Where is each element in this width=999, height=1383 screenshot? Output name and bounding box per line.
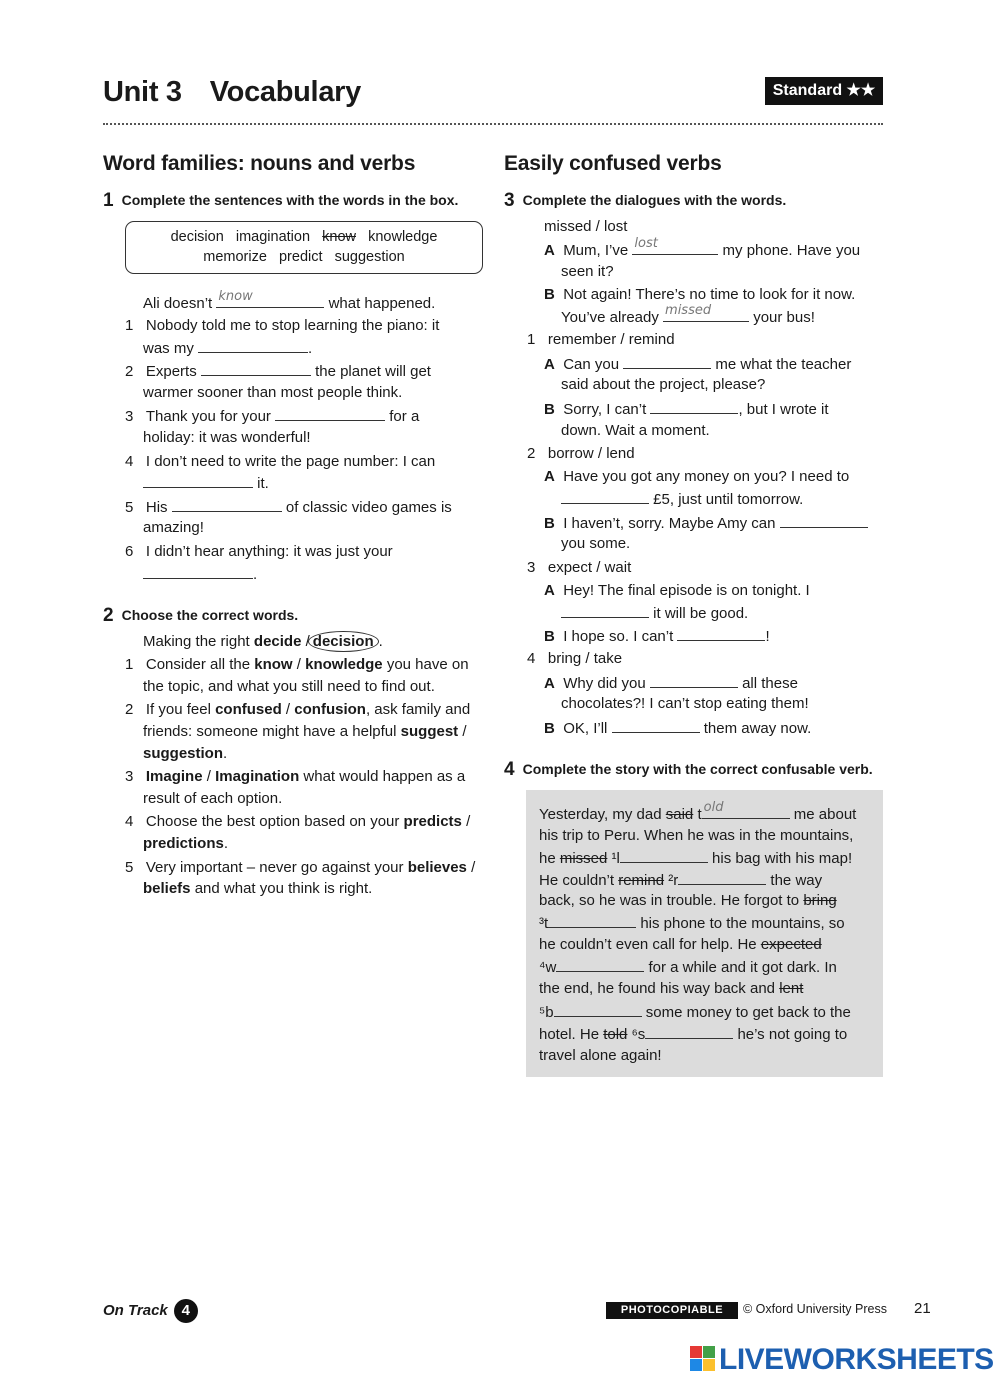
answer-blank[interactable] bbox=[650, 398, 738, 414]
answer-blank[interactable] bbox=[645, 1023, 733, 1039]
option[interactable]: Imagination bbox=[215, 768, 300, 785]
level-badge: Standard ★★ bbox=[765, 77, 883, 105]
answer-blank[interactable] bbox=[554, 1001, 642, 1017]
answer-blank[interactable] bbox=[198, 337, 308, 353]
exercise-4-instruction: 4 Complete the story with the correct confusable verb. bbox=[504, 759, 873, 780]
ex2-example: Making the right decide / decision . bbox=[143, 633, 383, 650]
ex1-item-5: 5 His of classic video games is bbox=[125, 496, 452, 519]
answer-blank[interactable] bbox=[561, 488, 649, 504]
ex2-item-3: 3 Imagine / Imagination what would happen as a bbox=[125, 768, 466, 785]
answer-blank[interactable] bbox=[677, 625, 765, 641]
option[interactable]: confused bbox=[215, 701, 282, 718]
page-title: Unit 3 Vocabulary bbox=[103, 76, 361, 108]
copyright: © Oxford University Press bbox=[743, 1302, 887, 1316]
ex3-pair-1: 1 remember / remind bbox=[527, 331, 675, 348]
option[interactable]: predicts bbox=[403, 813, 462, 830]
option[interactable]: predictions bbox=[143, 835, 224, 852]
option[interactable]: Imagine bbox=[145, 768, 203, 785]
option[interactable]: believes bbox=[407, 859, 467, 876]
answer-blank[interactable] bbox=[678, 869, 766, 885]
option[interactable]: suggest bbox=[400, 723, 459, 740]
option[interactable]: knowledge bbox=[305, 656, 383, 673]
answer-blank[interactable] bbox=[143, 563, 253, 579]
answer-blank: old bbox=[702, 803, 790, 819]
answer-blank[interactable] bbox=[650, 672, 738, 688]
exercise-3-instruction: 3 Complete the dialogues with the words. bbox=[504, 190, 787, 211]
ex2-item-1: 1 Consider all the know / knowledge you have on bbox=[125, 656, 469, 673]
word-box: decision imagination know knowledge memorize predict suggestion bbox=[125, 221, 483, 274]
section-heading-word-families: Word families: nouns and verbs bbox=[103, 152, 416, 175]
answer-blank[interactable] bbox=[556, 956, 644, 972]
answer-blank[interactable] bbox=[275, 405, 385, 421]
ex2-item-4: 4 Choose the best option based on your predicts / bbox=[125, 813, 471, 830]
option[interactable]: suggestion bbox=[143, 745, 224, 762]
liveworksheets-logo-icon bbox=[690, 1346, 716, 1372]
answer-blank[interactable] bbox=[620, 847, 708, 863]
ex1-item-4: 4 I don’t need to write the page number: I can bbox=[125, 453, 436, 470]
option[interactable]: know bbox=[254, 656, 293, 673]
answer-blank[interactable] bbox=[172, 496, 282, 512]
answer-blank[interactable] bbox=[780, 512, 868, 528]
answer-blank[interactable] bbox=[548, 912, 636, 928]
ex1-item-3: 3 Thank you for your for a bbox=[125, 405, 419, 428]
divider bbox=[103, 123, 883, 125]
answer-blank[interactable] bbox=[612, 717, 700, 733]
series-logo: On Track 4 bbox=[103, 1299, 198, 1323]
answer-blank[interactable] bbox=[623, 353, 711, 369]
ex3-pair-2: 2 borrow / lend bbox=[527, 445, 635, 462]
ex1-item-1: 1 Nobody told me to stop learning the piano: it bbox=[125, 317, 440, 334]
ex1-item-2: 2 Experts the planet will get bbox=[125, 360, 431, 383]
answer-blank: know bbox=[216, 292, 324, 308]
ex3-pair-3: 3 expect / wait bbox=[527, 559, 632, 576]
circled-answer: decision bbox=[308, 631, 379, 652]
ex1-example: Ali doesn’t know what happened. bbox=[143, 289, 436, 312]
liveworksheets-brand: LIVEWORKSHEETS bbox=[690, 1343, 994, 1377]
ex1-item-6: 6 I didn’t hear anything: it was just your bbox=[125, 543, 393, 560]
answer-blank[interactable] bbox=[201, 360, 311, 376]
ex3-example-pair: missed / lost bbox=[544, 218, 628, 235]
ex2-item-2: 2 If you feel confused / confusion, ask family and bbox=[125, 701, 471, 718]
section-heading-confused-verbs: Easily confused verbs bbox=[504, 152, 722, 175]
option[interactable]: beliefs bbox=[143, 880, 191, 897]
exercise-2-instruction: 2 Choose the correct words. bbox=[103, 605, 299, 626]
answer-blank: lost bbox=[632, 239, 718, 255]
answer-blank[interactable] bbox=[143, 472, 253, 488]
answer-blank[interactable] bbox=[561, 602, 649, 618]
ex2-item-5: 5 Very important – never go against your believes / bbox=[125, 859, 476, 876]
photocopiable-label: PHOTOCOPIABLE bbox=[606, 1302, 738, 1319]
ex3-pair-4: 4 bring / take bbox=[527, 650, 623, 667]
answer-blank: missed bbox=[663, 306, 749, 322]
page-number: 21 bbox=[914, 1300, 931, 1317]
option[interactable]: confusion bbox=[294, 701, 366, 718]
exercise-1-instruction: 1 Complete the sentences with the words in the box. bbox=[103, 190, 459, 211]
